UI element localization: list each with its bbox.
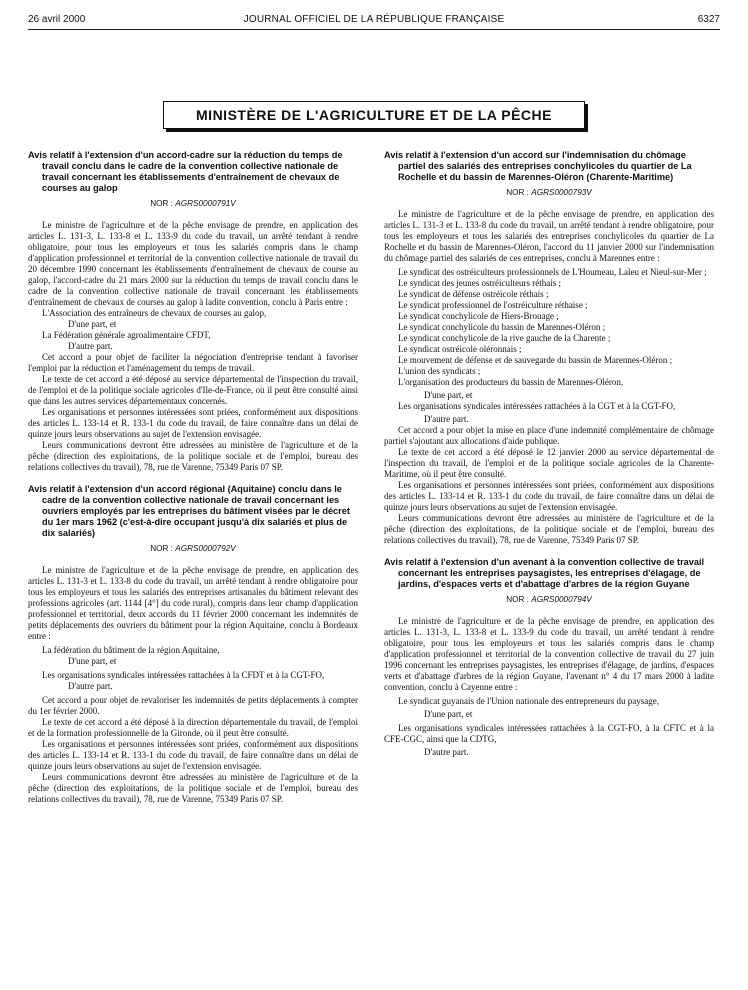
signatory-item: L'union des syndicats ;: [398, 366, 481, 376]
paragraph: Cet accord a pour objet de revaloriser les indemnités de petits déplacements à compter du 1er février 2000.: [28, 695, 358, 716]
party-marker: D'autre part.: [424, 747, 469, 757]
paragraph: La Fédération générale agroalimentaire CFDT,: [42, 330, 211, 340]
paragraph: Le ministre de l'agriculture et de la pêche envisage de prendre, en application des articles L. 131-3 et L. 133-8 du code du travail, un arrêté tendant à rendre obligatoire pour tous les employeurs et tous les salariés des entreprises artisanales du bâtiment relevant des professions agricoles (art. 1144 [4°] du code rural), compris dans leur champ d'application professionnel et territorial, deux accords du 11 février 2000 concernant les indemnités de petits déplacements des ouvriers du bâtiment pour la région Aquitaine, conclu à Bordeaux entre :: [28, 565, 358, 641]
nor-reference: [28, 543, 358, 554]
paragraph: Le syndicat guyanais de l'Union nationale des entrepreneurs du paysage,: [398, 696, 660, 706]
nor-reference: [384, 594, 714, 605]
notice-title: Avis relatif à l'extension d'un accord régional (Aquitaine) conclu dans le cadre de la convention collective nationale de travail concernant les ouvriers employés par les entreprises du bâtiment visées par le décret du 1er mars 1962 (c'est-à-dire occupant jusqu'à dix salariés et plus de dix salariés): [28, 484, 350, 538]
paragraph: L'Association des entraîneurs de chevaux de courses au galop,: [42, 308, 267, 318]
page-header: [28, 10, 720, 30]
nor-reference: [384, 187, 714, 198]
party-marker: D'une part, et: [424, 709, 473, 719]
paragraph: Les organisations syndicales intéressées rattachées à la CGT et à la CGT-FO,: [398, 401, 676, 411]
paragraph: Le texte de cet accord a été déposé au service départemental de l'inspection du travail, de l'emploi et de la politique sociale agricoles d'Ile-de-France, où il peut être consulté ainsi que dans les autres services départementaux concernés.: [28, 374, 358, 406]
right-column: [384, 150, 714, 758]
notice-title: Avis relatif à l'extension d'un accord sur l'indemnisation du chômage partiel des salariés des entreprises conchylicoles du quartier de La Rochelle et du bassin de Marennes-Oléron (Charente-Maritime): [384, 150, 692, 182]
party-marker: D'autre part.: [68, 681, 113, 691]
left-column: [28, 150, 358, 805]
paragraph: Le ministre de l'agriculture et de la pêche envisage de prendre, en application des articles L. 131-3, L. 133-8 et L. 133-9 du code du travail, un arrêté tendant à rendre obligatoire, pour tous les employeurs et tous les salariés compris dans le champ d'application professionnel et territorial de la convention collective nationale de travail du 20 décembre 1990 concernant les établissements d'entraînement de chevaux de course au galop, l'accord-cadre du 21 mars 2000 sur la réduction du temps de travail conclu dans le cadre de la convention collective nationale de travail concernant les établissements d'entraînement de chevaux de courses au galop à ladite convention, conclu à Paris entre :: [28, 220, 358, 307]
signatory-item: Le syndicat professionnel de l'ostréiculture réthaise ;: [398, 300, 588, 310]
signatory-item: Le syndicat de défense ostréicole réthais ;: [398, 289, 549, 299]
nor-code: AGRS0000794V: [531, 595, 592, 604]
nor-reference: [28, 198, 358, 209]
nor-label: NOR :: [150, 544, 176, 553]
paragraph: Leurs communications devront être adressées au ministère de l'agriculture et de la pêche (direction des exploitations, de la politique sociale et de l'emploi, bureau des relations collectives du travail), 78, rue de Varenne, 75349 Paris 07 SP.: [28, 440, 358, 472]
notice-title: Avis relatif à l'extension d'un avenant à la convention collective de travail concernant les entreprises paysagistes, les entreprises d'élagage, de jardins, d'espaces verts et d'abattage d'arbres de la région Guyane: [384, 557, 705, 589]
party-marker: D'une part, et: [68, 656, 117, 666]
signatory-item: L'organisation des producteurs du bassin de Marennes-Oléron,: [398, 377, 624, 387]
paragraph: Les organisations syndicales intéressées rattachées à la CFDT et à la CGT-FO,: [42, 670, 325, 680]
notice-guyane: [384, 557, 714, 758]
paragraph: Les organisations et personnes intéressées sont priées, conformément aux dispositions des articles L. 133-14 et R. 133-1 du code du travail, de faire connaître dans un délai de quinze jours leurs observations au sujet de l'extension envisagée.: [28, 739, 358, 771]
signatory-item: Le mouvement de défense et de sauvegarde du bassin de Marennes-Oléron ;: [398, 355, 673, 365]
signatory-item: Le syndicat conchylicole de la rive gauche de la Charente ;: [398, 333, 611, 343]
paragraph: Les organisations et personnes intéressées sont priées, conformément aux dispositions des articles L. 133-14 et R. 133-1 du code du travail, de faire connaître dans un délai de quinze jours leurs observations au sujet de l'extension envisagée.: [384, 480, 714, 512]
paragraph: Le texte de cet accord a été déposé à la direction départementale du travail, de l'emploi et de la formation professionnelle de la Gironde, où il peut être consulté.: [28, 717, 358, 738]
paragraph: Les organisations et personnes intéressées sont priées, conformément aux dispositions des articles L. 133-14 et R. 133-1 du code du travail, de faire connaître dans un délai de quinze jours leurs observations au sujet de l'extension envisagée.: [28, 407, 358, 439]
party-marker: D'autre part.: [424, 414, 469, 424]
notice-title: Avis relatif à l'extension d'un accord-cadre sur la réduction du temps de travail conclu dans le cadre de la convention collective nationale de travail concernant les établissements d'entraînement de chevaux de courses au galop: [28, 150, 343, 193]
header-rule: [28, 29, 720, 30]
signatory-item: Le syndicat des jeunes ostréiculteurs réthais ;: [398, 278, 561, 288]
notice-aquitaine: [28, 484, 358, 805]
nor-code: AGRS0000792V: [175, 544, 236, 553]
paragraph: Le ministre de l'agriculture et de la pêche envisage de prendre, en application des articles L. 131-3, L. 133-8 et L. 133-9 du code du travail, un arrêté tendant à rendre obligatoire, pour tous les employeurs et tous les salariés compris dans le champ d'application professionnel et territorial de la convention collective de travail du 27 juin 1996 concernant les entreprises paysagistes, les entreprises d'élagage, de jardins, d'espaces verts et d'abattage d'arbres de la région Guyane, l'avenant n° 4 du 17 mars 2000 à ladite convention, conclu à Cayenne entre :: [384, 616, 714, 692]
nor-code: AGRS0000793V: [531, 188, 592, 197]
paragraph: Cet accord a pour objet la mise en place d'une indemnité complémentaire de chômage partiel s'ajoutant aux allocations d'aide publique.: [384, 425, 714, 446]
paragraph: Le ministre de l'agriculture et de la pêche envisage de prendre, en application des articles L. 131-3 et L. 133-8 du code du travail, un arrêté tendant à rendre obligatoire, pour tous les employeurs et tous les salariés des entreprises conchylicoles du quartier de La Rochelle et du bassin de Marennes-Oléron, l'accord du 11 janvier 2000 sur l'indemnisation du chômage partiel des salariés de ces entreprises, conclu à Marennes entre :: [384, 209, 714, 263]
signatory-item: Le syndicat ostréicole oléronnais ;: [398, 344, 522, 354]
party-marker: D'autre part.: [68, 341, 113, 351]
nor-label: NOR :: [506, 595, 532, 604]
paragraph: Leurs communications devront être adressées au ministère de l'agriculture et de la pêche (direction des exploitations, de la politique sociale et de l'emploi, bureau des relations collectives du travail), 78, rue de Varenne, 75349 Paris 07 SP.: [384, 513, 714, 545]
signatory-item: Le syndicat conchylicole de Hiers-Brouage ;: [398, 311, 559, 321]
header-date: 26 avril 2000: [28, 14, 86, 25]
signatory-item: Le syndicat conchylicole du bassin de Marennes-Oléron ;: [398, 322, 606, 332]
paragraph: Le texte de cet accord a été déposé le 12 janvier 2000 au service départemental de l'inspection du travail, de l'emploi et de la politique sociale agricoles de la Charente-Maritime, où il peut être consulté.: [384, 447, 714, 479]
header-page-number: 6327: [697, 14, 720, 25]
nor-code: AGRS0000791V: [175, 199, 236, 208]
party-marker: D'une part, et: [424, 390, 473, 400]
notice-galop: [28, 150, 358, 473]
party-marker: D'une part, et: [68, 319, 117, 329]
paragraph: Les organisations syndicales intéressées rattachées à la CGT-FO, à la CFTC et à la CFE-CGC, ainsi que la CDTG,: [384, 723, 714, 744]
paragraph: La fédération du bâtiment de la région Aquitaine,: [42, 645, 220, 655]
paragraph: Cet accord a pour objet de faciliter la négociation d'entreprise tendant à favoriser l'emploi par la réduction et l'aménagement du temps de travail.: [28, 352, 358, 373]
separator: [384, 546, 714, 557]
signatory-item: Le syndicat des ostréiculteurs professionnels de L'Houmeau, Laleu et Nieul-sur-Mer ;: [398, 267, 707, 277]
separator: [28, 473, 358, 484]
paragraph: Leurs communications devront être adressées au ministère de l'agriculture et de la pêche (direction des exploitations, de la politique sociale et de l'emploi, bureau des relations collectives du travail), 78, rue de Varenne, 75349 Paris 07 SP.: [28, 772, 358, 804]
notice-conchyliculture: [384, 150, 714, 546]
nor-label: NOR :: [150, 199, 176, 208]
nor-label: NOR :: [506, 188, 532, 197]
header-journal-title: JOURNAL OFFICIEL DE LA RÉPUBLIQUE FRANÇAISE: [243, 14, 505, 25]
ministry-heading: MINISTÈRE DE L'AGRICULTURE ET DE LA PÊCHE: [163, 101, 585, 129]
